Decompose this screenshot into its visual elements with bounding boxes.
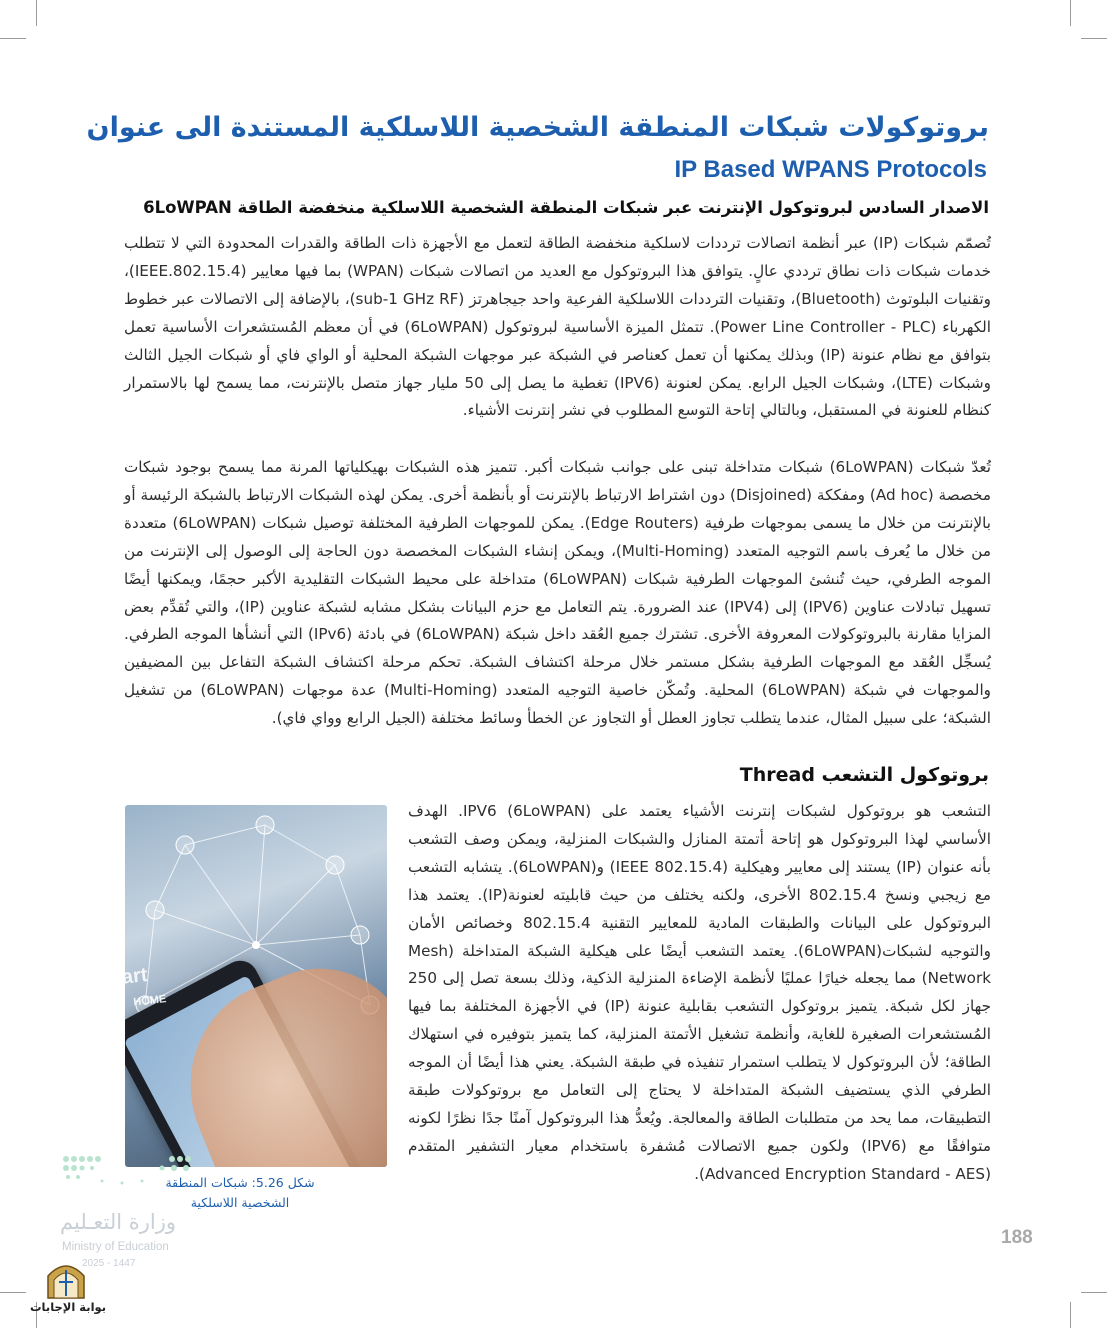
body-paragraph-3: التشعب هو بروتوكول لشبكات إنترنت الأشياء يعتمد على IPV6 (6LoWPAN). الهدف الأساسي لهذا البروتوكول هو إتاحة أتمتة المنازل والشبكات المنزلية، ويمكن وصف التشعب بأنه عنوان (IP) يستند إلى معايير وهيكلية (IEEE 802.15.4) و(6LoWPAN). يتشابه التشعب مع زيجبي ونسخ 802.15.4 الأخرى، ولكنه يختلف من حيث قابليته لعنونة(IP). يعتمد هذا البروتوكول على البيانات والطبقات المادية للمعايير التقنية 802.15.4 وخصائص الأمان والتوجيه لشبكات(6LoWPAN). يعتمد التشعب أيضًا على هيكلية الشبكة المتداخلة (Mesh Network) مما يجعله خيارًا عمليًا لأنظمة الإضاءة المنزلية الذكية، وذلك بسعة تصل إلى 250 جهاز لكل شبكة. يتميز بروتوكول التشعب بقابلية عنونة (IP) في الأجهزة المختلفة بما فيها المُستشعرات الصغيرة للغاية، وأنظمة تشغيل الأتمتة المنزلية، كما يتميز بتوفيره في استهلاك الطاقة؛ لأن البروتوكول لا يتطلب استمرار تنفيذه في طبقة الشبكة. يعني هذا أيضًا أن الموجه الطرفي الذي يستضيف الشبكة المتداخلة لا يحتاج إلى التعامل مع بروتوكولات طبقة التطبيقات، مما يحد من متطلبات الطاقة والمعالجة. ويُعدُّ هذا البروتوكول آمنًا جدًا نظرًا لكونه متوافقًا مع (IPV6) ولكون جميع الاتصالات مُشفرة باستخدام معيار التشفير المتقدم (Advanced Encryption Standard - AES). (408, 802, 992, 1183)
body-paragraph-1: تُصمّم شبكات (IP) عبر أنظمة اتصالات ترددات لاسلكية منخفضة الطاقة لتعمل مع الأجهزة ذات الطاقة والقدرات المحدودة التي لا تتطلب خدمات شبكات ذات نطاق ترددي عالٍ. يتوافق هذا البروتوكول مع العديد من اتصالات شبكات (WPAN) بما فيها معايير (IEEE.802.15.4)، وتقنيات البلوتوث (Bluetooth)، وتقنيات الترددات اللاسلكية الفرعية واحد جيجاهرتز (sub-1 GHz RF)، بالإضافة إلى الاتصالات عبر خطوط الكهرباء (Power Line Controller - PLC). تتمثل الميزة الأساسية لبروتوكول (6LoWPAN) في أن معظم المُستشعرات الأساسية تعمل بتوافق مع نظام عنونة (IP) وبذلك يمكنها أن تعمل كعناصر في الشبكة عبر موجهات الشبكة المحلية أو الواي فاي أو شبكات الجيل الثالث وشبكات (LTE)، وشبكات الجيل الرابع. يمكن لعنونة (IPV6) تغطية ما يصل إلى 50 مليار جهاز متصل بالإنترنت، مما يسمح لها بالاستمرار كنظام للعنونة في المستقبل، وبالتالي إتاحة التوسع المطلوب في نشر إنترنت الأشياء. (124, 234, 991, 420)
page-title-english: IP Based WPANS Protocols (674, 156, 987, 183)
figure-smart-home-label: Smart HOME (89, 964, 167, 1009)
crop-mark (1070, 0, 1071, 26)
crop-mark (36, 0, 37, 26)
page-number: 188 (1001, 1227, 1033, 1248)
crop-mark (0, 38, 26, 39)
crop-mark (1070, 1302, 1071, 1328)
section-heading-thread: بروتوكول التشعب Thread (739, 764, 989, 786)
crop-mark (1081, 38, 1107, 39)
body-paragraph-2: تُعدّ شبكات (6LoWPAN) شبكات متداخلة تبنى على جوانب شبكات أكبر. تتميز هذه الشبكات بهيكلياتها المرنة مما يسمح بوجود شبكات مخصصة (Ad hoc) ومفككة (Disjoined) دون اشتراط الارتباط بالإنترنت أو بأنظمة أخرى. يمكن لهذه الشبكات الارتباط بالشبكة الرئيسة أو بالإنترنت من خلال ما يسمى بموجهات طرفية (Edge Routers). يمكن للموجهات الطرفية المختلفة توصيل شبكات (6LoWPAN) متعددة من خلال ما يُعرف باسم التوجيه المتعدد (Multi-Homing)، ويمكن إنشاء الشبكات المخصصة دون الحاجة إلى الوصول إلى الإنترنت من الموجه الطرفي، حيث تُنشئ الموجهات الطرفية شبكات (6LoWPAN) متداخلة على محيط الشبكات التقليدية الأكبر حجمًا، ويمكنها أيضًا تسهيل تبادلات عناوين (IPV6) إلى (IPV4) عند الضرورة. يتم التعامل مع حزم البيانات بشكل مشابه لشبكة عناوين (IP)، والتي تُقدِّم بعض المزايا مقارنة بالبروتوكولات المعروفة الأخرى. تشترك جميع العُقد داخل شبكة (6LoWPAN) في بادئة (IPv6) التي أنشأها الموجه الطرفي. يُسجِّل العُقد مع الموجهات الطرفية بشكل مستمر خلال مرحلة اكتشاف الشبكة. تحكم مرحلة اكتشاف الشبكة التفاعل بين المضيفين والموجهات في شبكة (6LoWPAN) المحلية. وتُمكّن خاصية التوجيه المتعدد (Multi-Homing) عدة موجهات (6LoWPAN) من تشغيل الشبكة؛ على سبيل المثال، عندما يتطلب تجاوز العطل أو التجاوز عن الخطأ وسائط مختلفة (الجيل الرابع وواي فاي). (124, 458, 991, 728)
crop-mark (1081, 1292, 1107, 1293)
ministry-name-english: Ministry of Education (62, 1241, 169, 1253)
section-heading-6lowpan: الاصدار السادس لبروتوكول الإنترنت عبر شبكات المنطقة الشخصية اللاسلكية منخفضة الطاقة 6LoWPAN (143, 198, 989, 217)
figure-caption: شكل 5.26: شبكات المنطقة الشخصية اللاسلكية (165, 1175, 315, 1210)
page-title-arabic: بروتوكولات شبكات المنطقة الشخصية اللاسلكية المستندة الى عنوان (86, 112, 989, 143)
ministry-year: 2025 - 1447 (82, 1258, 136, 1269)
watermark-label: بوابة الإجابات (30, 1300, 107, 1314)
ministry-name-arabic: وزارة التعـليم (60, 1210, 177, 1234)
crop-mark (0, 1292, 26, 1293)
watermark-logo-icon (44, 1256, 88, 1300)
